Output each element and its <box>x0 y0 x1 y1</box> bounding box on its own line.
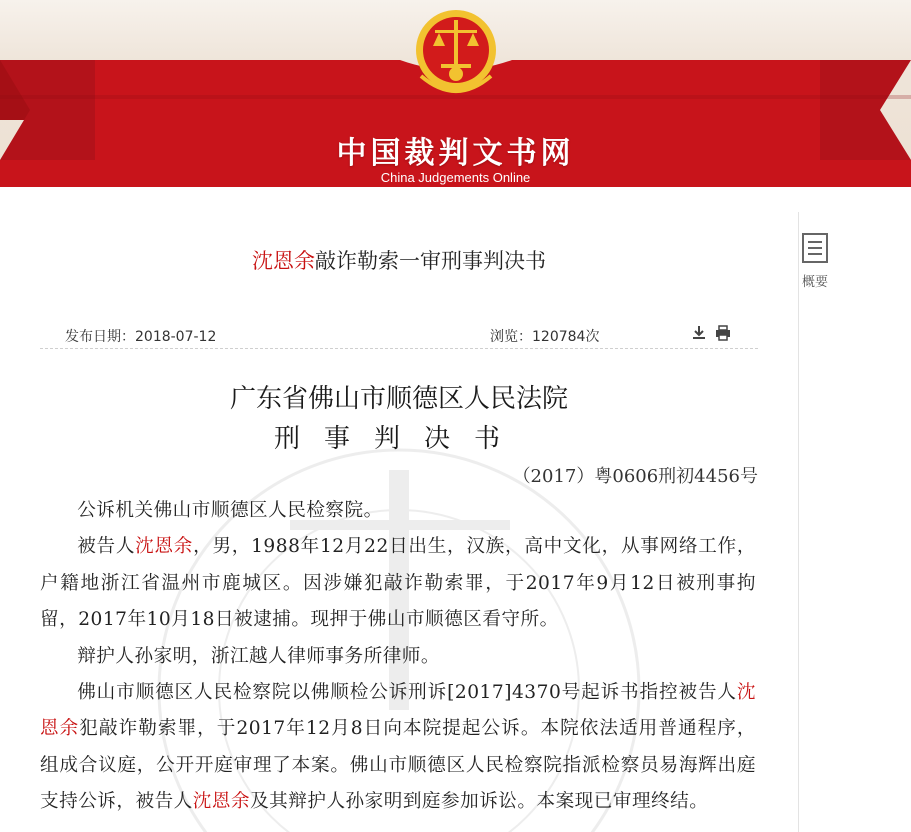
paragraph-defendant <box>40 529 756 638</box>
site-subtitle: China Judgements Online <box>380 170 531 185</box>
heading-text: 敲诈勒索一审刑事判决书 <box>315 249 546 273</box>
paragraph-defender: 辩护人孙家明，浙江越人律师事务所律师。 <box>77 645 440 667</box>
publish-date: 发布日期：2018-07-12 <box>65 329 217 345</box>
text-span: 及其辩护人孙家明到庭参加诉讼。本案现已审理终结。 <box>250 791 709 813</box>
paragraph-procedure <box>40 675 756 821</box>
meta-actions <box>690 324 732 342</box>
court-emblem <box>411 6 501 98</box>
banner-spacer <box>0 187 911 212</box>
defendant-name: 沈恩余 <box>135 536 194 558</box>
site-title: 中国裁判文书网 <box>336 136 575 171</box>
text-span: ，男，1988年12月22日出生，汉族，高中文化，从事网络工作，户籍地浙江省温州市鹿城区。因涉嫌犯敲诈勒索罪，于2017年9月12日被刑事拘留，2017年10月18日被逮捕。现押于佛山市顺德区看守所。 <box>40 536 756 631</box>
text-span: 被告人 <box>77 536 136 558</box>
document-list-icon <box>801 232 829 264</box>
defendant-name: 沈恩余 <box>40 682 756 740</box>
text-span: 犯敲诈勒索罪，于2017年12月8日向本院提起公诉。本院依法适用普通程序，组成合议庭，公开开庭审理了本案。佛山市顺德区人民检察院指派检察员易海辉出庭支持公诉，被告人 <box>40 718 756 813</box>
court-name: 广东省佛山市顺德区人民法院 <box>229 384 568 414</box>
print-icon[interactable] <box>714 324 732 342</box>
defendant-name: 沈恩余 <box>252 249 315 273</box>
view-count: 浏览：120784次 <box>490 329 600 345</box>
meta-row <box>40 324 758 349</box>
download-icon[interactable] <box>690 324 708 342</box>
defendant-name: 沈恩余 <box>192 791 251 813</box>
document-body <box>40 493 756 821</box>
site-banner <box>0 0 911 187</box>
document-type: 刑事判决书 <box>273 424 524 454</box>
document-heading <box>40 245 758 275</box>
text-span: 佛山市顺德区人民检察院以佛顺检公诉刑诉[2017]4370号起诉书指控被告人 <box>77 682 737 704</box>
case-number: （2017）粤0606刑初4456号 <box>512 466 758 487</box>
summary-label: 概要 <box>801 275 828 290</box>
summary-button[interactable] <box>798 232 832 290</box>
paragraph-prosecutor: 公诉机关佛山市顺德区人民检察院。 <box>77 500 383 521</box>
